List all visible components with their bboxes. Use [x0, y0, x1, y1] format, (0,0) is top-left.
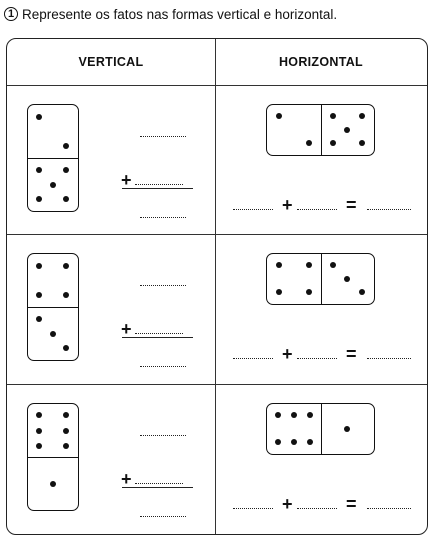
domino-pip	[344, 426, 350, 432]
domino-half-bottom	[28, 308, 77, 359]
domino-pip	[63, 428, 69, 434]
sum-line	[122, 188, 193, 189]
domino-pip	[63, 167, 69, 173]
plus-sign: +	[282, 344, 293, 364]
answer-blank[interactable]	[297, 209, 337, 210]
domino-pip	[63, 443, 69, 449]
plus-sign: +	[121, 170, 132, 190]
domino-pip	[359, 140, 365, 146]
domino-pip	[36, 167, 42, 173]
instruction-text: Represente os fatos nas formas vertical e horizontal.	[22, 6, 338, 22]
domino-vertical	[27, 104, 79, 212]
domino-pip	[63, 345, 69, 351]
answer-blank[interactable]	[140, 285, 186, 286]
domino-pip	[50, 481, 56, 487]
domino-half-left	[267, 404, 321, 453]
answer-blank[interactable]	[135, 483, 183, 484]
domino-pip	[63, 263, 69, 269]
row-divider	[7, 384, 427, 385]
domino-horizontal	[266, 253, 375, 305]
domino-pip	[306, 262, 312, 268]
question-number: 1	[4, 7, 18, 21]
header-horizontal: HORIZONTAL	[278, 55, 363, 69]
domino-pip	[275, 412, 281, 418]
answer-blank[interactable]	[135, 333, 183, 334]
instruction	[4, 4, 337, 24]
sum-line	[122, 487, 193, 488]
domino-horizontal	[266, 104, 375, 156]
domino-pip	[359, 289, 365, 295]
answer-blank[interactable]	[233, 358, 273, 359]
answer-blank[interactable]	[367, 508, 411, 509]
plus-sign: +	[121, 319, 132, 339]
domino-half-left	[267, 105, 321, 154]
equals-sign: =	[346, 494, 357, 514]
domino-pip	[36, 196, 42, 202]
domino-half-bottom	[28, 458, 77, 509]
domino-pip	[276, 289, 282, 295]
domino-half-right	[322, 254, 374, 303]
domino-pip	[344, 127, 350, 133]
domino-pip	[330, 140, 336, 146]
domino-pip	[276, 113, 282, 119]
answer-blank[interactable]	[140, 366, 186, 367]
domino-pip	[36, 443, 42, 449]
domino-horizontal	[266, 403, 375, 455]
domino-pip	[63, 143, 69, 149]
column-divider	[215, 39, 216, 534]
domino-half-top	[28, 254, 77, 307]
domino-pip	[330, 262, 336, 268]
domino-half-right	[322, 404, 374, 453]
domino-pip	[36, 292, 42, 298]
equals-sign: =	[346, 344, 357, 364]
equals-sign: =	[346, 195, 357, 215]
domino-half-left	[267, 254, 321, 303]
answer-blank[interactable]	[140, 435, 186, 436]
domino-pip	[63, 292, 69, 298]
header-divider	[7, 85, 427, 86]
domino-pip	[36, 263, 42, 269]
header-vertical: VERTICAL	[78, 55, 144, 69]
domino-pip	[36, 114, 42, 120]
domino-pip	[306, 289, 312, 295]
domino-pip	[307, 412, 313, 418]
answer-blank[interactable]	[367, 358, 411, 359]
domino-half-bottom	[28, 159, 77, 210]
domino-pip	[359, 113, 365, 119]
sum-line	[122, 337, 193, 338]
domino-vertical	[27, 403, 79, 511]
domino-pip	[276, 262, 282, 268]
domino-pip	[63, 196, 69, 202]
answer-blank[interactable]	[140, 217, 186, 218]
answer-blank[interactable]	[140, 516, 186, 517]
answer-blank[interactable]	[297, 358, 337, 359]
answer-blank[interactable]	[233, 508, 273, 509]
domino-pip	[275, 439, 281, 445]
domino-pip	[36, 428, 42, 434]
domino-pip	[291, 412, 297, 418]
domino-half-right	[322, 105, 374, 154]
domino-pip	[50, 182, 56, 188]
domino-pip	[63, 412, 69, 418]
domino-vertical	[27, 253, 79, 361]
domino-pip	[291, 439, 297, 445]
exercise-table	[6, 38, 428, 535]
plus-sign: +	[121, 469, 132, 489]
row-divider	[7, 234, 427, 235]
answer-blank[interactable]	[233, 209, 273, 210]
domino-half-top	[28, 404, 77, 457]
plus-sign: +	[282, 195, 293, 215]
domino-pip	[36, 316, 42, 322]
domino-pip	[307, 439, 313, 445]
domino-pip	[306, 140, 312, 146]
answer-blank[interactable]	[297, 508, 337, 509]
domino-pip	[36, 412, 42, 418]
domino-half-top	[28, 105, 77, 158]
domino-pip	[344, 276, 350, 282]
domino-pip	[330, 113, 336, 119]
answer-blank[interactable]	[140, 136, 186, 137]
plus-sign: +	[282, 494, 293, 514]
answer-blank[interactable]	[135, 184, 183, 185]
domino-pip	[50, 331, 56, 337]
answer-blank[interactable]	[367, 209, 411, 210]
